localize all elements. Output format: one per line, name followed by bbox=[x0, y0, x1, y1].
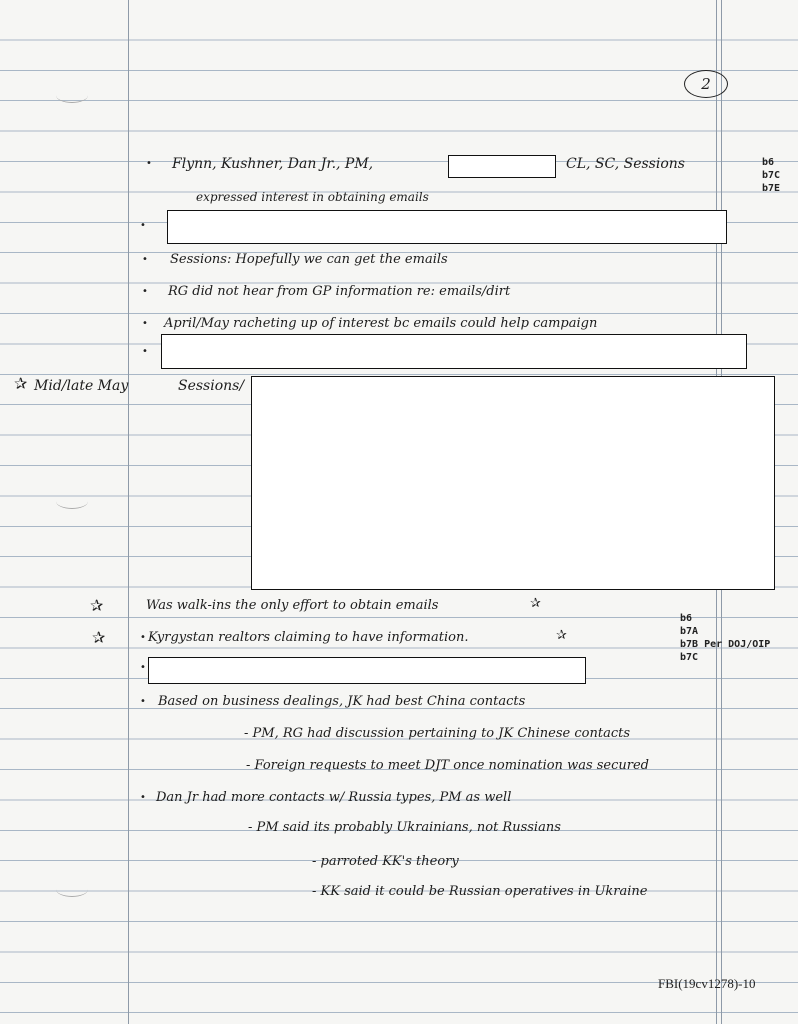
redaction-box bbox=[167, 210, 727, 244]
bullet: • bbox=[142, 254, 148, 265]
left-margin-line bbox=[128, 0, 129, 1024]
note-line: - Foreign requests to meet DJT once nomination was secured bbox=[246, 758, 649, 773]
bullet: • bbox=[140, 220, 146, 231]
note-line: - PM said its probably Ukrainians, not Russians bbox=[248, 820, 561, 835]
note-line: Was walk-ins the only effort to obtain emails bbox=[146, 598, 439, 613]
bullet: • bbox=[146, 158, 152, 169]
binder-hole bbox=[56, 88, 88, 103]
star-icon: ✰ bbox=[90, 596, 104, 615]
note-line: Based on business dealings, JK had best China contacts bbox=[158, 694, 526, 709]
exemption-code: b7A bbox=[680, 626, 699, 637]
bullet: • bbox=[140, 632, 146, 643]
page-number: 2 bbox=[684, 70, 728, 98]
binder-hole bbox=[56, 494, 88, 509]
bullet: • bbox=[140, 696, 146, 707]
note-line: Mid/late May bbox=[34, 378, 129, 394]
bullet: • bbox=[142, 346, 148, 357]
bullet: • bbox=[142, 318, 148, 329]
star-icon: ✰ bbox=[92, 628, 106, 647]
note-line: - KK said it could be Russian operatives in Ukraine bbox=[312, 884, 648, 899]
document-footer-id: FBI(19cv1278)-10 bbox=[658, 976, 756, 991]
note-line: Sessions: Hopefully we can get the emails bbox=[170, 252, 448, 267]
note-line: Kyrgystan realtors claiming to have information. bbox=[148, 630, 469, 645]
note-line: - PM, RG had discussion pertaining to JK Chinese contacts bbox=[244, 726, 630, 741]
exemption-code: b7E bbox=[762, 183, 781, 194]
redaction-box bbox=[148, 657, 586, 684]
exemption-code: b6 bbox=[762, 157, 775, 168]
bullet: • bbox=[140, 662, 146, 673]
exemption-code: b7B Per DOJ/OIP bbox=[680, 639, 771, 650]
binder-hole bbox=[56, 882, 88, 897]
note-line: April/May racheting up of interest bc emails could help campaign bbox=[164, 316, 598, 331]
exemption-code: b7C bbox=[762, 170, 781, 181]
note-line: Flynn, Kushner, Dan Jr., PM, bbox=[172, 156, 374, 172]
note-line: Dan Jr had more contacts w/ Russia types, PM as well bbox=[156, 790, 512, 805]
note-line: RG did not hear from GP information re: emails/dirt bbox=[168, 284, 511, 299]
exemption-codes-middle bbox=[680, 612, 770, 664]
redaction-box bbox=[448, 155, 556, 178]
bullet: • bbox=[140, 792, 146, 803]
note-line: - parroted KK's theory bbox=[312, 854, 459, 869]
note-line: Sessions/ bbox=[178, 378, 245, 394]
redaction-box bbox=[251, 376, 775, 590]
exemption-code: b7C bbox=[680, 652, 699, 663]
note-line: CL, SC, Sessions bbox=[566, 156, 685, 172]
note-line: expressed interest in obtaining emails bbox=[196, 190, 429, 204]
star-icon: ✰ bbox=[556, 628, 567, 643]
exemption-codes-top bbox=[762, 156, 780, 195]
bullet: • bbox=[142, 286, 148, 297]
redaction-box bbox=[161, 334, 747, 369]
exemption-code: b6 bbox=[680, 613, 693, 624]
star-icon: ✰ bbox=[530, 596, 541, 611]
star-icon: ✰ bbox=[14, 374, 28, 393]
